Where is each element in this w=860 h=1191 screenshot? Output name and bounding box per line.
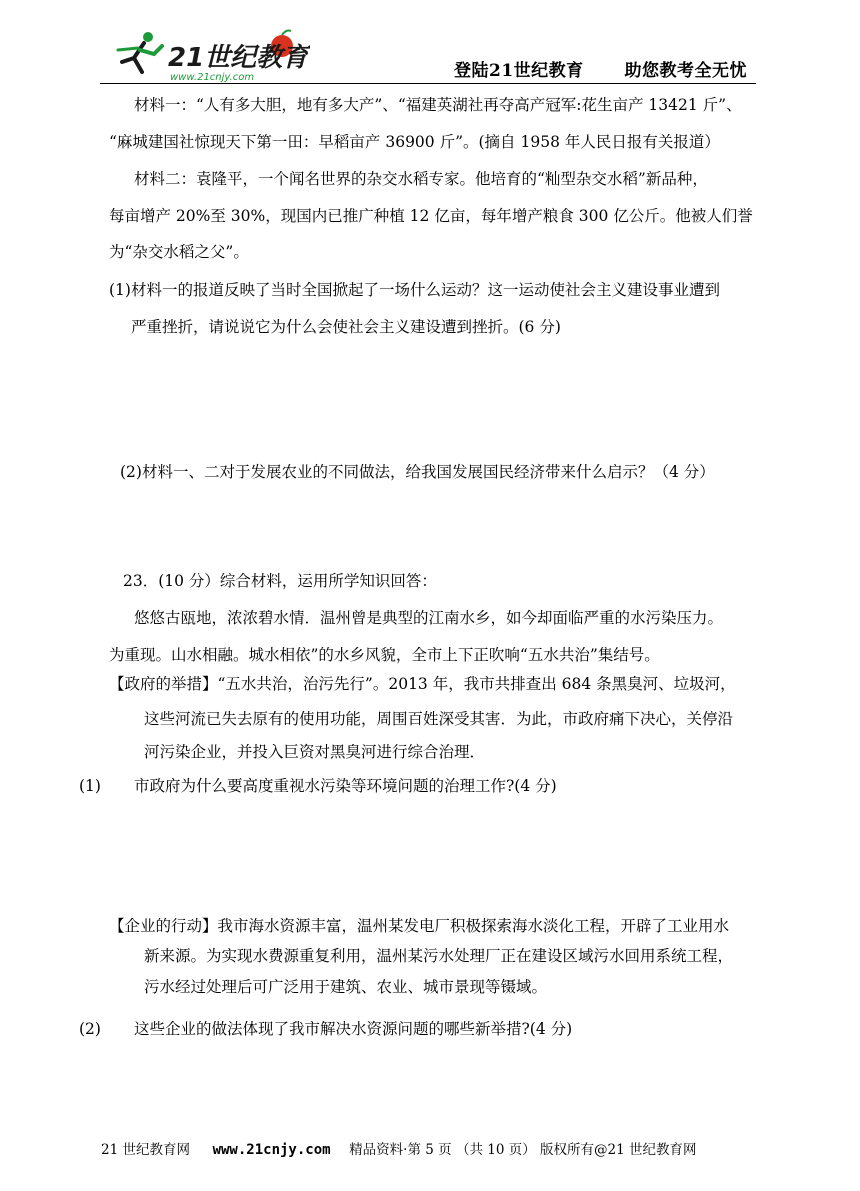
header-divider [100, 83, 756, 84]
logo-text: 21世纪教育 [168, 43, 309, 73]
enterprise-actions-line-3: 污水经过处理后可广泛用于建筑、农业、城市景现等镊域。 [144, 978, 548, 996]
footer-info: 精品资料·第 5 页 （共 10 页） 版权所有@21 世纪教育网 [349, 1142, 697, 1158]
logo-graphic [110, 28, 310, 84]
material-1-line-1: 材料一：“人有多大胆，地有多大产”、“福建英湖社再夺高产冠军:花生亩产 13421 斤”、 [134, 96, 742, 114]
government-measures-line-3: 河污染企业，并投入巨资对黑臭河进行综合治理． [144, 743, 486, 761]
question-23-heading: 23．(10 分）综合材料，运用所学知识回答： [123, 572, 437, 590]
question-2: (2)材料一、二对于发展农业的不同做法，给我国发展国民经济带来什么启示？（4 分） [120, 463, 715, 481]
material-2-line-3: 为“杂交水稻之父”。 [109, 243, 249, 261]
enterprise-actions-line-2: 新来源。为实现水费源重复利用，温州某污水处理厂正在建设区域污水回用系统工程， [144, 947, 734, 965]
sub-question-1-number: (1) [79, 777, 101, 795]
sub-question-2-number: (2) [79, 1020, 101, 1038]
question-1-line-2: 严重挫折，请说说它为什么会使社会主义建设遭到挫折。(6 分) [131, 318, 561, 336]
government-measures-line-1: 【政府的举措】“五水共治，治污先行”。2013 年，我市共排查出 684 条黑臭河、垃圾河， [109, 675, 736, 693]
page-footer [101, 1138, 696, 1158]
footer-site-name: 21 世纪教育网 [101, 1142, 190, 1158]
passage-line-2: 为重现。山水相融。城水相依”的水乡风貌，全市上下正吹响“五水共治”集结号。 [109, 646, 660, 664]
question-1-line-1: (1)材料一的报道反映了当时全国掀起了一场什么运动？这一运动使社会主义建设事业遭到 [109, 281, 720, 299]
passage-line-1: 悠悠古瓯地，浓浓碧水情．温州曾是典型的江南水乡，如今却面临严重的水污染压力。 [134, 609, 724, 627]
header-slogan [454, 56, 747, 81]
sub-question-2: 这些企业的做法体现了我市解决水资源问题的哪些新举措?(4 分) [134, 1020, 573, 1038]
government-measures-line-2: 这些河流已失去原有的使用功能，周围百姓深受其害．为此，市政府痛下决心，关停沿 [144, 710, 734, 728]
material-2-line-1: 材料二：袁隆平，一个闻名世界的杂交水稻专家。他培育的“籼型杂交水稻”新品种， [134, 170, 708, 188]
logo-url: www.21cnjy.com [170, 72, 255, 83]
material-2-line-2: 每亩增产 20%至 30%，现国内已推广种植 12 亿亩，每年增产粮食 300 亿公斤。他被人们誉 [109, 207, 753, 225]
material-1-line-2: “麻城建国社惊现天下第一田：早稻亩产 36900 斤”。(摘自 1958 年人民日报有关报道） [109, 133, 720, 151]
footer-site-url: www.21cnjy.com [212, 1142, 331, 1158]
sub-question-1: 市政府为什么要高度重视水污染等环境问题的治理工作?(4 分) [134, 777, 557, 795]
runner-icon [118, 32, 162, 72]
site-logo [110, 28, 310, 84]
slogan-right: 助您教考全无忧 [624, 61, 748, 81]
slogan-left: 登陆21世纪教育 [454, 61, 584, 81]
enterprise-actions-line-1: 【企业的行动】我市海水资源丰富，温州某发电厂积极探索海水淡化工程，开辟了工业用水 [109, 917, 730, 935]
